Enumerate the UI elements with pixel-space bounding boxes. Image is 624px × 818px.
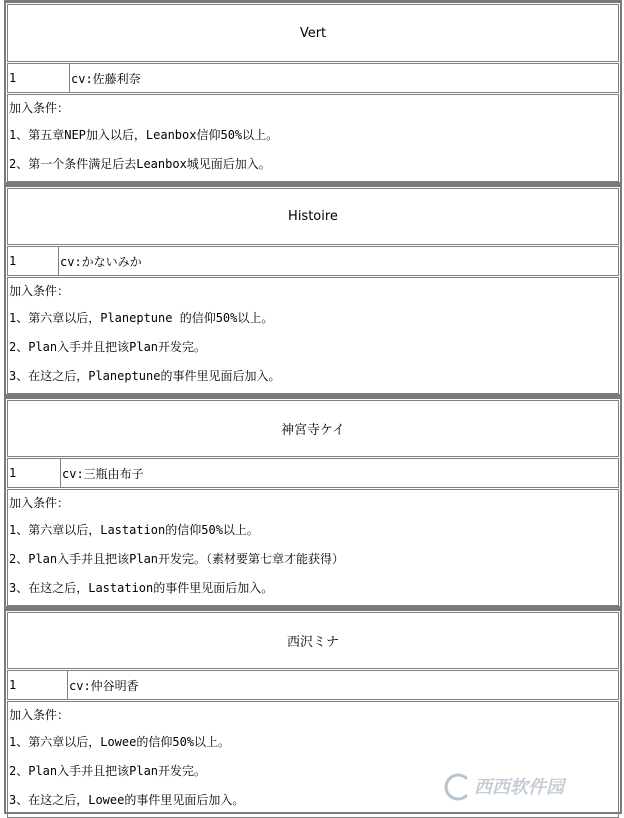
condition-line: 2、Plan入手并且把该Plan开发完。 [9,340,207,354]
cv-row [7,670,619,700]
cv-row [7,63,619,93]
page [4,0,622,814]
voice-actor: cv:佐藤利奈 [70,63,619,93]
cv-row [7,458,619,488]
join-conditions [7,277,619,394]
condition-line: 2、Plan入手并且把该Plan开发完。（素材要第七章才能获得） [9,552,345,566]
character-name: 西沢ミナ [7,612,619,669]
character-table-vert [4,0,622,184]
condition-line: 2、第一个条件满足后去Leanbox城见面后加入。 [9,157,271,171]
condition-line: 2、Plan入手并且把该Plan开发完。 [9,764,207,778]
condition-line: 1、第五章NEP加入以后，Leanbox信仰50%以上。 [9,128,279,142]
conditions-heading: 加入条件： [9,496,70,510]
voice-actor: cv:仲谷明香 [68,670,619,700]
voice-actor: cv:かないみか [59,246,619,276]
cv-row [7,246,619,276]
row-number: 1 [7,63,70,93]
conditions-heading: 加入条件： [9,284,70,298]
character-name: 神宮寺ケイ [7,400,619,457]
character-table-kei [4,396,622,608]
row-number: 1 [7,246,59,276]
conditions-heading: 加入条件： [9,708,70,722]
row-number: 1 [7,458,61,488]
condition-line: 3、在这之后，Planeptune的事件里见面后加入。 [9,369,281,383]
character-name: Histoire [7,188,619,245]
condition-line: 3、在这之后，Lowee的事件里见面后加入。 [9,793,245,807]
conditions-heading: 加入条件： [9,101,70,115]
condition-line: 1、第六章以后，Lastation的信仰50%以上。 [9,523,259,537]
voice-actor: cv:三瓶由布子 [61,458,619,488]
join-conditions [7,489,619,606]
condition-line: 3、在这之后，Lastation的事件里见面后加入。 [9,581,274,595]
character-table-mina [4,608,622,814]
condition-line: 1、第六章以后，Planeptune 的信仰50%以上。 [9,311,274,325]
character-name: Vert [7,4,619,62]
row-number: 1 [7,670,68,700]
join-conditions [7,94,619,182]
watermark-text: 西西软件园 [474,777,564,798]
join-conditions [7,701,619,818]
condition-line: 1、第六章以后，Lowee的信仰50%以上。 [9,735,231,749]
character-table-histoire [4,184,622,396]
